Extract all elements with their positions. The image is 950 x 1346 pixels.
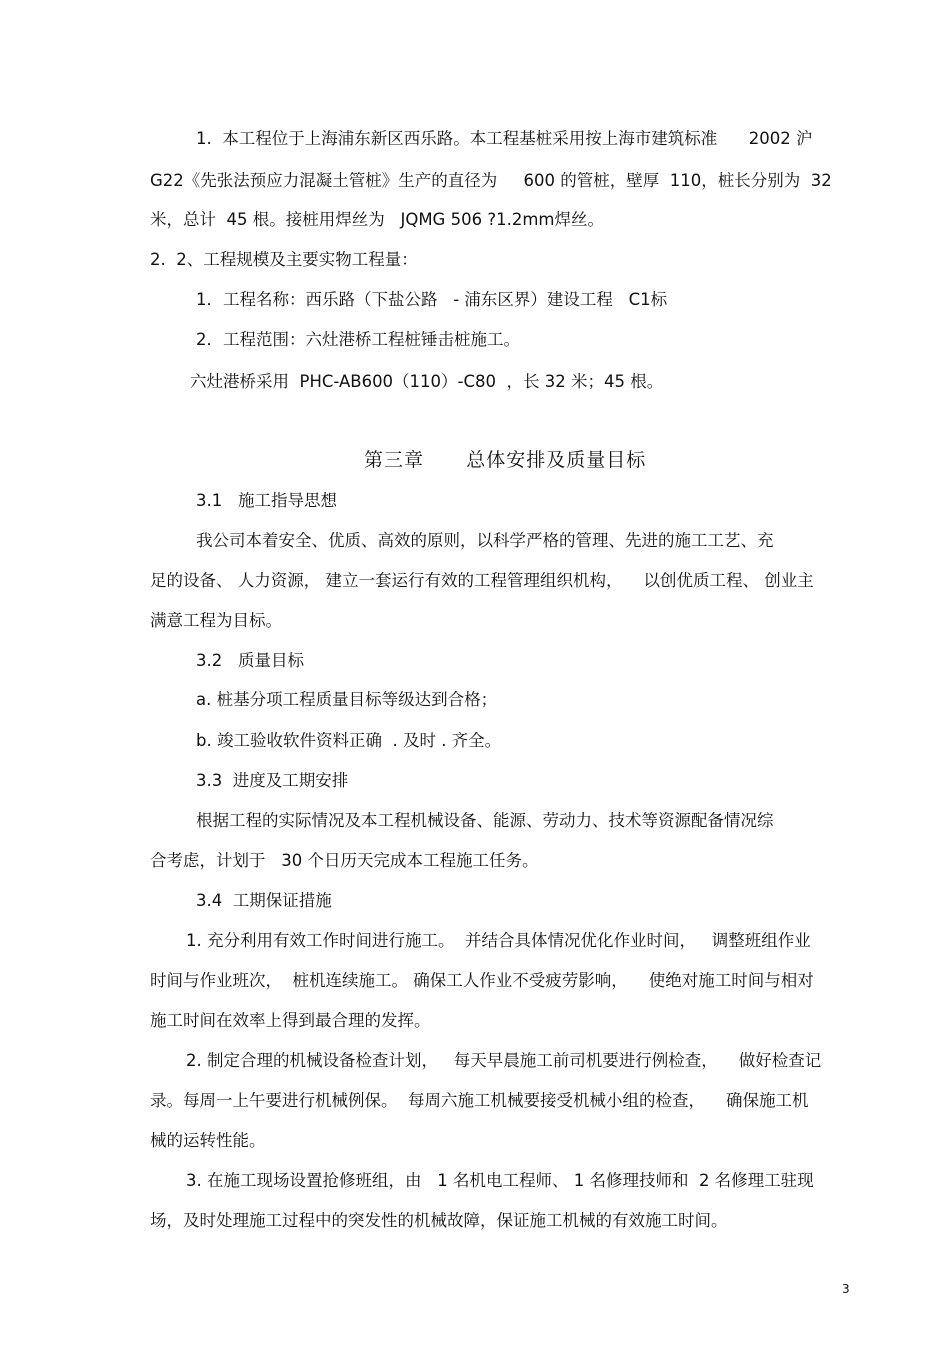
paragraph-line: 施工时间在效率上得到最合理的发挥。 xyxy=(150,1011,431,1030)
section-heading: 3.3 进度及工期安排 xyxy=(196,771,349,790)
list-item: 2. 2、工程规模及主要实物工程量： xyxy=(150,250,418,269)
paragraph-line: 米，总计 45 根。接桩用焊丝为 JQMG 506 ?1.2mm焊丝。 xyxy=(150,210,604,229)
list-item: 2．工程范围：六灶港桥工程桩锤击桩施工。 xyxy=(196,330,520,349)
paragraph-line: 我公司本着安全、优质、高效的原则，以科学严格的管理、先进的施工工艺、充 xyxy=(196,531,774,550)
paragraph-line: 根据工程的实际情况及本工程机械设备、能源、劳动力、技术等资源配备情况综 xyxy=(196,811,774,830)
list-item: a. 桩基分项工程质量目标等级达到合格； xyxy=(196,690,498,709)
paragraph-line: 1. 本工程位于上海浦东新区西乐路。本工程基桩采用按上海市建筑标准 2002 沪 xyxy=(196,129,813,148)
chapter-title: 第三章 总体安排及质量目标 xyxy=(364,449,647,471)
section-heading: 3.1 施工指导思想 xyxy=(196,491,337,510)
paragraph-line: 时间与作业班次， 桩机连续施工。 确保工人作业不受疲劳影响， 使绝对施工时间与相对 xyxy=(150,971,814,990)
paragraph-line: 合考虑，计划于 30 个日历天完成本工程施工任务。 xyxy=(150,851,539,870)
paragraph-line: G22《先张法预应力混凝土管桩》生产的直径为 600 的管桩，壁厚 110，桩长分别为 32 xyxy=(150,171,832,190)
paragraph-line: 3. 在施工现场设置抢修班组，由 1 名机电工程师、 1 名修理技师和 2 名修理工驻现 xyxy=(186,1171,814,1190)
paragraph-line: 1. 充分利用有效工作时间进行施工。 并结合具体情况优化作业时间， 调整班组作业 xyxy=(186,931,811,950)
section-heading: 3.4 工期保证措施 xyxy=(196,891,332,910)
list-item: b. 竣工验收软件资料正确 . 及时 . 齐全。 xyxy=(196,731,502,750)
paragraph-line: 足的设备、 人力资源， 建立一套运行有效的工程管理组织机构， 以创优质工程、 创业主 xyxy=(150,571,814,590)
section-heading: 3.2 质量目标 xyxy=(196,651,304,670)
page-number: 3 xyxy=(842,1282,850,1296)
paragraph-line: 录。每周一上午要进行机械例保。 每周六施工机械要接受机械小组的检查， 确保施工机 xyxy=(150,1091,809,1110)
paragraph-line: 械的运转性能。 xyxy=(150,1131,266,1150)
paragraph-line: 满意工程为目标。 xyxy=(150,611,282,630)
paragraph-line: 场，及时处理施工过程中的突发性的机械故障，保证施工机械的有效施工时间。 xyxy=(150,1211,728,1230)
paragraph-line: 六灶港桥采用 PHC-AB600（110）-C80 ，长 32 米；45 根。 xyxy=(190,372,664,391)
paragraph-line: 2. 制定合理的机械设备检查计划， 每天早晨施工前司机要进行例检查， 做好检查记 xyxy=(186,1051,822,1070)
list-item: 1．工程名称：西乐路（下盐公路 - 浦东区界）建设工程 C1标 xyxy=(196,290,668,309)
